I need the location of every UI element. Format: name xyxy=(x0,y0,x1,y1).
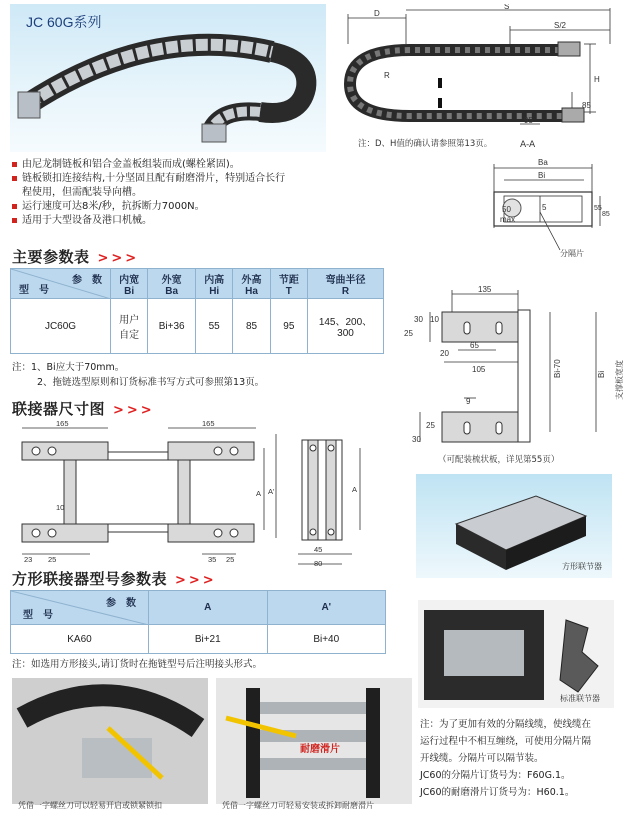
feature-item: 程使用，但需配装导向槽。 xyxy=(22,187,142,198)
cell-bi: 用户 自定 xyxy=(111,299,148,354)
overlay-slider-label: 耐磨滑片 xyxy=(300,744,340,755)
feature-item: 运行速度可达8米/秒，抗拆断力7000N。 xyxy=(22,201,205,212)
main-params-note-1: 注：1、Bi应大于70mm。 xyxy=(12,362,125,373)
caption-standard-connector: 标准联节器 xyxy=(560,694,600,703)
drawing-label-s: S xyxy=(504,4,510,11)
col-inner-height: 内高 Hi xyxy=(196,269,233,299)
label-max: max xyxy=(500,215,516,224)
bullet-icon xyxy=(12,162,17,167)
col-outer-height: 外高 Ha xyxy=(233,269,270,299)
section-title-square-params: 方形联接器型号参数表 >>> xyxy=(12,570,217,588)
connector-label-a: A xyxy=(256,489,262,498)
bracket-label-20: 20 xyxy=(440,349,449,358)
bracket-label-30b: 30 xyxy=(412,435,421,444)
connector-label-80: 80 xyxy=(314,559,323,568)
label-ba: Ba xyxy=(538,158,548,167)
bracket-label-bi70: Bi-70 xyxy=(553,359,562,378)
bullet-icon xyxy=(12,218,17,223)
label-5: 5 xyxy=(542,203,547,212)
bottom-notes xyxy=(420,716,591,801)
cell-ba: Bi+36 xyxy=(148,299,196,354)
drawing-label-h: H xyxy=(594,75,600,84)
drawing-label-r: R xyxy=(384,71,390,80)
feature-item: 适用于大型设备及港口机械。 xyxy=(22,215,152,226)
cell-model: JC60G xyxy=(11,299,111,354)
feature-item: 由尼龙制链板和铝合金盖板组装而成(螺栓紧固)。 xyxy=(22,159,240,170)
caption-photo-slider: 凭借一字螺丝刀可轻易安装或拆卸耐磨滑片 xyxy=(222,801,374,810)
hero-panel xyxy=(10,4,326,152)
connector-label-165: 165 xyxy=(56,419,69,428)
cell-t: 95 xyxy=(270,299,307,354)
photo-screwdriver-lock xyxy=(12,678,208,804)
bottom-note-line: JC60的分隔片订货号为：F60G.1。 xyxy=(420,770,571,781)
col-a-prime: A' xyxy=(267,591,386,625)
bracket-label-135: 135 xyxy=(478,285,492,294)
series-title: JC 60G系列 xyxy=(26,14,102,30)
connector-label-a-side: A xyxy=(352,485,358,494)
label-55: 55 xyxy=(594,205,602,212)
bottom-note-line: 注：为了更加有效的分隔线缆，使线缆在 xyxy=(420,719,592,730)
drawing-label-95: 95 xyxy=(524,116,533,125)
connector-label-35: 35 xyxy=(208,555,217,564)
cell-a: Bi+21 xyxy=(149,625,268,654)
connector-label-a-prime: A' xyxy=(268,487,275,496)
bracket-label-9: 9 xyxy=(466,397,471,406)
section-title-connector-size: 联接器尺寸图 >>> xyxy=(12,400,155,418)
connector-size-drawing xyxy=(12,418,372,568)
photo-standard-connector xyxy=(418,600,614,708)
label-bi: Bi xyxy=(538,171,546,180)
square-params-table xyxy=(10,590,386,654)
bottom-note-line: 开线缆。分隔片可以隔节装。 xyxy=(420,753,544,764)
section-aa-label: A-A xyxy=(520,140,536,150)
connector-label-25b: 25 xyxy=(226,555,235,564)
cross-section-drawing xyxy=(480,150,610,262)
main-params-table xyxy=(10,268,384,354)
cell-ha: 85 xyxy=(233,299,270,354)
arrows-icon: >>> xyxy=(97,251,140,266)
cell-hi: 55 xyxy=(196,299,233,354)
square-params-note: 注：如选用方形接头,请订货时在拖链型号后注明接头形式。 xyxy=(12,659,263,670)
section-title-main-params: 主要参数表 >>> xyxy=(12,248,140,266)
bracket-caption: （可配装梳状板，详见第55页） xyxy=(438,455,560,465)
bullet-icon xyxy=(12,176,17,181)
bullet-icon xyxy=(12,204,17,209)
label-85-side: 85 xyxy=(602,211,610,218)
bracket-label-support-width: 支撑板宽度 xyxy=(615,360,624,400)
bracket-label-10: 10 xyxy=(430,315,439,324)
col-a: A xyxy=(149,591,268,625)
label-50: 50 xyxy=(502,205,511,214)
drawing-label-d: D xyxy=(374,9,380,18)
connector-label-165b: 165 xyxy=(202,419,215,428)
bracket-label-25: 25 xyxy=(404,329,413,338)
col-pitch: 节距 T xyxy=(270,269,307,299)
col-outer-width: 外宽 Ba xyxy=(148,269,196,299)
arrows-icon: >>> xyxy=(175,573,217,588)
bracket-label-25b: 25 xyxy=(426,421,435,430)
caption-square-connector: 方形联节器 xyxy=(562,562,602,571)
feature-item: 链板锁扣连接结构,十分坚固且配有耐磨滑片，特别适合长行 xyxy=(22,173,286,184)
connector-label-45: 45 xyxy=(314,545,323,554)
support-bracket-drawing xyxy=(400,282,630,462)
main-params-note-2: 2、拖链选型原则和订货标准书写方式可参照第13页。 xyxy=(37,377,265,388)
bottom-note-line: JC60的耐磨滑片订货号为：H60.1。 xyxy=(420,787,575,798)
corner-cell: 参 数 型 号 xyxy=(11,269,111,299)
bracket-label-30: 30 xyxy=(414,315,423,324)
connector-label-23: 23 xyxy=(24,555,33,564)
caption-photo-lock: 凭借一字螺丝刀可以轻易开启或锁紧锁扣 xyxy=(18,801,162,810)
drawing-label-s2: S/2 xyxy=(554,21,567,30)
chain-layout-drawing xyxy=(340,4,630,150)
drawing-note: 注：D、H值的确认请参照第13页。 xyxy=(358,139,493,149)
drawing-label-85: 85 xyxy=(582,101,591,110)
connector-label-25: 25 xyxy=(48,555,57,564)
connector-label-10: 10 xyxy=(56,503,65,512)
col-inner-width: 内宽 Bi xyxy=(111,269,148,299)
bracket-label-65: 65 xyxy=(470,341,479,350)
cell-a-prime: Bi+40 xyxy=(267,625,386,654)
feature-list xyxy=(10,158,350,238)
bottom-note-line: 运行过程中不相互缠绕，可使用分隔片隔 xyxy=(420,736,592,747)
bracket-label-105: 105 xyxy=(472,365,486,374)
corner-cell: 参 数 型 号 xyxy=(11,591,149,625)
col-bend-radius: 弯曲半径 R xyxy=(308,269,384,299)
photo-screwdriver-slider xyxy=(216,678,412,804)
cell-model: KA60 xyxy=(11,625,149,654)
divider-caption: 分隔片 xyxy=(560,249,584,258)
cell-r: 145、200、 300 xyxy=(308,299,384,354)
arrows-icon: >>> xyxy=(113,403,155,418)
bracket-label-bi: Bi xyxy=(597,370,606,378)
photo-square-connector xyxy=(416,474,612,578)
